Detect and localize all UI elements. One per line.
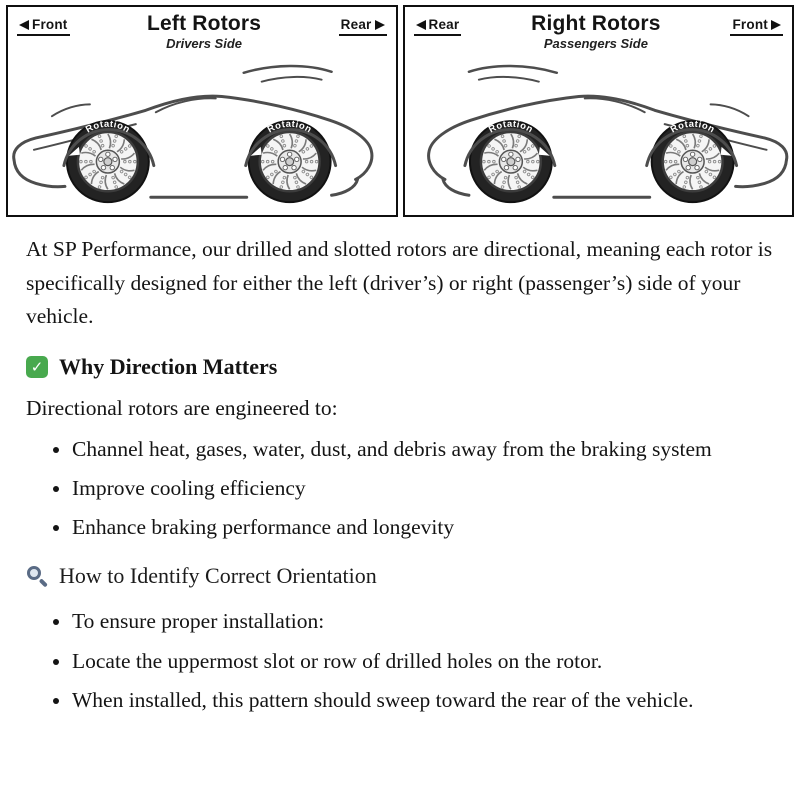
- arrow-left-icon: [416, 20, 426, 30]
- rear-direction-label: [339, 16, 387, 36]
- rear-left-rotor: [260, 132, 320, 191]
- panel-title: Left Rotors: [146, 12, 262, 35]
- direction-text: Front: [732, 17, 768, 32]
- list-item: • Locate the uppermost slot or row of drilled holes on the rotor.: [72, 645, 774, 677]
- panel-title: Right Rotors: [531, 12, 661, 35]
- right-car-illustration: [405, 53, 793, 215]
- article-body: [0, 217, 800, 716]
- left-panel-header: [8, 7, 396, 51]
- front-direction-label: [17, 16, 70, 36]
- panel-subtitle: Drivers Side: [166, 36, 243, 52]
- rotation-label-front: Rotation: [83, 117, 133, 135]
- magnifier-icon: [26, 565, 48, 587]
- rotation-label-rear: Rotation: [265, 117, 315, 135]
- intro-paragraph: At SP Performance, our drilled and slotted rotors are directional, meaning each rotor is specifically designed for either the left (driver’s) or right (passenger’s) side of your vehicle.: [26, 237, 773, 329]
- rear-direction-label: [414, 16, 462, 36]
- engineered-lead: Directional rotors are engineered to:: [26, 395, 338, 420]
- front-right-rotor: [662, 132, 722, 191]
- left-panel-titles: [147, 13, 261, 51]
- identify-bullet-list: [50, 605, 774, 716]
- direction-text: Rear: [340, 17, 372, 32]
- right-rotors-panel: [403, 5, 795, 217]
- left-rotors-panel: [6, 5, 398, 217]
- front-direction-label: [730, 16, 783, 36]
- heading-text: Why Direction Matters: [59, 353, 278, 379]
- why-direction-matters-heading: [26, 354, 774, 380]
- list-item: • To ensure proper installation:: [72, 605, 774, 637]
- list-item: • When installed, this pattern should sweep toward the rear of the vehicle.: [72, 684, 774, 716]
- arrow-right-icon: [375, 20, 385, 30]
- front-left-rotor: [78, 132, 138, 191]
- direction-text: Front: [32, 17, 68, 32]
- identify-orientation-heading: [26, 563, 774, 589]
- car-body-sketch: [14, 66, 372, 202]
- why-bullet-list: [50, 433, 774, 544]
- check-icon: ✓: [26, 356, 48, 378]
- list-item: • Enhance braking performance and longevity: [72, 511, 774, 543]
- rear-right-rotor: [480, 132, 540, 191]
- panel-subtitle: Passengers Side: [543, 36, 648, 52]
- rotor-direction-diagram: [0, 0, 800, 217]
- arrow-right-icon: [771, 20, 781, 30]
- right-panel-titles: [531, 13, 661, 51]
- list-item: • Improve cooling efficiency: [72, 472, 774, 504]
- right-panel-header: [405, 7, 793, 51]
- left-car-illustration: [8, 53, 396, 215]
- list-item: • Channel heat, gases, water, dust, and debris away from the braking system: [72, 433, 774, 465]
- direction-text: Rear: [428, 17, 460, 32]
- heading-text: How to Identify Correct Orientation: [59, 563, 377, 589]
- arrow-left-icon: [19, 20, 29, 30]
- rotation-label-rear: Rotation: [485, 117, 535, 135]
- rotation-label-front: Rotation: [667, 117, 717, 135]
